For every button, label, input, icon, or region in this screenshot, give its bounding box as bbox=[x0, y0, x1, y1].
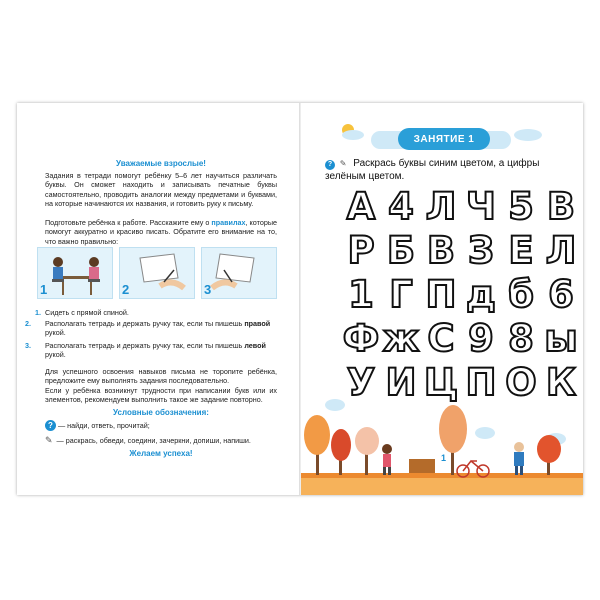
rule-text: Сидеть с прямой спиной. bbox=[45, 308, 129, 317]
glyph-cell[interactable]: Р bbox=[347, 229, 375, 272]
glyph-cell[interactable]: Б bbox=[386, 229, 416, 272]
legend-item-find bbox=[45, 420, 150, 431]
rule-text: рукой. bbox=[45, 328, 66, 338]
glyph-cell[interactable]: ы bbox=[544, 317, 578, 360]
rules-link: правилах bbox=[211, 218, 246, 227]
glyph-cell[interactable]: Л bbox=[425, 185, 457, 228]
advice-paragraph-1: Для успешного освоения навыков письма не торопите ребёнка, предложите ему выполнять задания последовательно. bbox=[45, 367, 277, 386]
cloud-icon bbox=[513, 127, 543, 141]
glyph-cell[interactable]: б bbox=[508, 273, 534, 316]
prep-text-1: Подготовьте ребёнка к работе. Расскажите ему о bbox=[45, 218, 212, 227]
glyph-cell[interactable]: 8 bbox=[508, 317, 534, 360]
page-number: 1 bbox=[441, 453, 447, 463]
advice-paragraph-2: Если у ребёнка возникнут трудности при написании букв или их элементов, рекомендуем выполнить такое же задание повторно. bbox=[45, 386, 277, 405]
glyph-cell[interactable]: Ц bbox=[423, 361, 459, 404]
glyph-cell[interactable]: И bbox=[385, 361, 417, 404]
glyph-cell[interactable]: С bbox=[427, 317, 455, 360]
glyph-cell[interactable]: д bbox=[466, 273, 496, 316]
glyph-cell[interactable]: В bbox=[426, 229, 456, 272]
task-text: Раскрась буквы синим цветом, а цифры зелёным цветом. bbox=[325, 158, 540, 182]
wish-text: Желаем успеха! bbox=[129, 449, 193, 458]
glyph-cell[interactable]: З bbox=[467, 229, 495, 272]
legend-text: — раскрась, обведи, соедини, зачеркни, допиши, напиши. bbox=[56, 436, 251, 445]
left-hand-writing-icon bbox=[202, 248, 276, 298]
rule-text: рукой. bbox=[45, 350, 66, 360]
prep-paragraph bbox=[45, 218, 277, 246]
question-icon: ? bbox=[325, 160, 335, 170]
legend-item-draw bbox=[45, 435, 251, 446]
pencil-icon: ✎ bbox=[45, 435, 53, 445]
posture-illustrations bbox=[37, 247, 277, 299]
right-hand-writing-icon bbox=[120, 248, 194, 298]
rule-item-3 bbox=[25, 341, 275, 360]
left-page bbox=[17, 103, 299, 495]
picture-number: 1 bbox=[40, 282, 48, 297]
book-spread bbox=[17, 103, 583, 495]
glyph-cell[interactable]: О bbox=[505, 361, 537, 404]
glyph-cell[interactable]: К bbox=[545, 361, 577, 404]
rule-item-1 bbox=[35, 308, 275, 317]
legend-heading: Условные обозначения: bbox=[113, 408, 209, 417]
posture-picture-1 bbox=[37, 247, 113, 299]
glyph-cell[interactable]: Ф bbox=[342, 317, 380, 360]
glyph-cell[interactable]: ж bbox=[382, 317, 420, 360]
rule-text: Располагать тетрадь и держать ручку так, если ты пишешь bbox=[45, 341, 245, 350]
glyph-cell[interactable]: П bbox=[465, 361, 497, 404]
autumn-scene-illustration bbox=[301, 393, 583, 495]
glyph-cell[interactable]: 6 bbox=[548, 273, 574, 316]
glyph-cell[interactable]: А bbox=[346, 185, 376, 228]
picture-number: 2 bbox=[122, 282, 130, 297]
glyph-cell[interactable]: Е bbox=[508, 229, 534, 272]
adults-heading: Уважаемые взрослые! bbox=[116, 159, 206, 168]
glyph-cell[interactable]: В bbox=[546, 185, 576, 228]
intro-paragraph: Задания в тетради помогут ребёнку 5–6 лет научиться различать буквы. Он сможет находить и записывать печатные буквы самостоятельно, проводить аналогии между предметами и буквами, на которые начинаются их названия, и готовить руку к письму. bbox=[45, 171, 277, 209]
prep-text-2: , которые помогут аккуратно и красиво писать. Обратите его внимание на то, что важно правильно: bbox=[45, 218, 277, 246]
glyph-cell[interactable]: Г bbox=[389, 273, 413, 316]
picture-number: 3 bbox=[204, 282, 212, 297]
glyph-cell[interactable]: 4 bbox=[388, 185, 414, 228]
right-page bbox=[301, 103, 583, 495]
posture-picture-3 bbox=[201, 247, 277, 299]
legend-text: — найди, ответь, прочитай; bbox=[58, 421, 150, 430]
glyph-cell[interactable]: Л bbox=[545, 229, 577, 272]
sun-cloud-icon bbox=[337, 121, 365, 141]
lesson-title: ЗАНЯТИЕ 1 bbox=[398, 128, 490, 150]
glyph-cell[interactable]: 1 bbox=[348, 273, 374, 316]
pencil-icon: ✎ bbox=[339, 159, 347, 168]
glyph-cell[interactable]: 5 bbox=[508, 185, 534, 228]
task-instruction bbox=[325, 158, 565, 183]
sitting-children-icon bbox=[38, 248, 112, 298]
rule-bold: левой bbox=[244, 341, 266, 350]
question-icon: ? bbox=[45, 420, 56, 431]
glyph-cell[interactable]: Ч bbox=[466, 185, 496, 228]
rule-item-2 bbox=[25, 319, 275, 338]
rule-bold: правой bbox=[244, 319, 271, 328]
rule-number: 1. bbox=[35, 308, 41, 317]
posture-picture-2 bbox=[119, 247, 195, 299]
rule-number: 3. bbox=[25, 341, 31, 350]
glyph-cell[interactable]: У bbox=[346, 361, 376, 404]
rule-text: Располагать тетрадь и держать ручку так, если ты пишешь bbox=[45, 319, 245, 328]
glyph-cell[interactable]: П bbox=[425, 273, 457, 316]
glyph-cell[interactable]: 9 bbox=[468, 317, 494, 360]
rule-number: 2. bbox=[25, 319, 31, 328]
